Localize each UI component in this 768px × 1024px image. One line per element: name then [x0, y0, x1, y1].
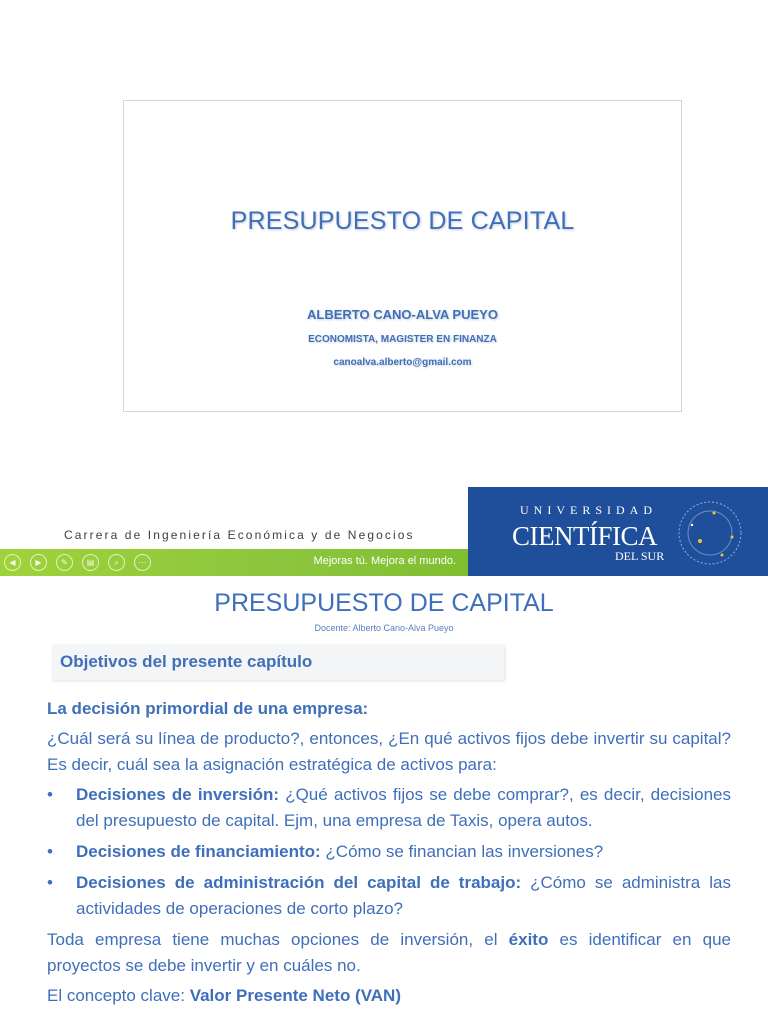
list-item: [47, 839, 731, 865]
slide-title: PRESUPUESTO DE CAPITAL: [214, 589, 554, 617]
slide-title: PRESUPUESTO DE CAPITAL: [230, 207, 575, 235]
key-concept: [47, 983, 731, 1009]
bullet-label: Decisiones de administración del capital de trabajo:: [76, 873, 522, 892]
closing-before: Toda empresa tiene muchas opciones de inversión, el: [47, 930, 509, 949]
closing-after: es identificar en que proyectos se debe invertir y en cuáles no.: [47, 930, 731, 975]
author-email: canoalva.alberto@gmail.com: [333, 357, 472, 368]
slide-body: [47, 696, 731, 1009]
university-logo: [468, 487, 768, 576]
previous-icon[interactable]: ◀: [4, 554, 21, 571]
slides-icon[interactable]: ▤: [82, 554, 99, 571]
zoom-icon[interactable]: ⌕: [108, 554, 125, 571]
objectives-box: [52, 645, 504, 680]
teacher-label: Docente: Alberto Cano-Alva Pueyo: [314, 623, 454, 633]
next-icon[interactable]: ▶: [30, 554, 47, 571]
author-title: ECONOMISTA, MAGISTER EN FINANZA: [308, 334, 497, 345]
key-concept-value: Valor Presente Neto (VAN): [189, 986, 401, 1005]
bullet-text: ¿Cómo se financian las inversiones?: [320, 842, 604, 861]
slogan: Mejoras tú. Mejora el mundo.: [313, 555, 456, 567]
logo-universidad: UNIVERSIDAD: [520, 503, 657, 517]
bullet-text: ¿Qué activos fijos se debe comprar?, es decir, decisiones del presupuesto de capital. Ejm, una empresa de Taxis, opera autos.: [76, 785, 731, 830]
footer-bar: [0, 549, 468, 576]
bullet-label: Decisiones de financiamiento:: [76, 842, 321, 861]
closing-bold: éxito: [508, 930, 549, 949]
author-name: ALBERTO CANO-ALVA PUEYO: [307, 307, 498, 322]
objectives-heading: Objetivos del presente capítulo: [60, 652, 313, 671]
bullet-icon: •: [47, 842, 53, 861]
seal-icon: [674, 497, 746, 569]
bullet-label: Decisiones de inversión:: [76, 785, 280, 804]
bullet-icon: •: [47, 785, 53, 804]
list-item: [47, 782, 731, 834]
logo-cientifica: CIENTÍFICA: [512, 521, 657, 551]
pen-icon[interactable]: ✎: [56, 554, 73, 571]
closing-paragraph: [47, 927, 731, 979]
key-concept-prefix: El concepto clave:: [47, 986, 190, 1005]
bullet-icon: •: [47, 873, 53, 892]
slide-nav-controls: [4, 554, 151, 571]
more-icon[interactable]: ⋯: [134, 554, 151, 571]
career-label: Carrera de Ingeniería Económica y de Negocios: [64, 528, 415, 542]
bullet-text: ¿Cómo se administra las actividades de operaciones de corto plazo?: [76, 873, 731, 918]
content-slide: [0, 577, 768, 1024]
intro-paragraph: ¿Cuál será su línea de producto?, entonces, ¿En qué activos fijos debe invertir su capital? Es decir, cuál sea la asignación estratégica de activos para:: [47, 729, 731, 774]
logo-del-sur: DEL SUR: [615, 549, 665, 563]
title-box: [123, 100, 682, 412]
decision-heading: La decisión primordial de una empresa:: [47, 699, 369, 718]
list-item: [47, 870, 731, 922]
